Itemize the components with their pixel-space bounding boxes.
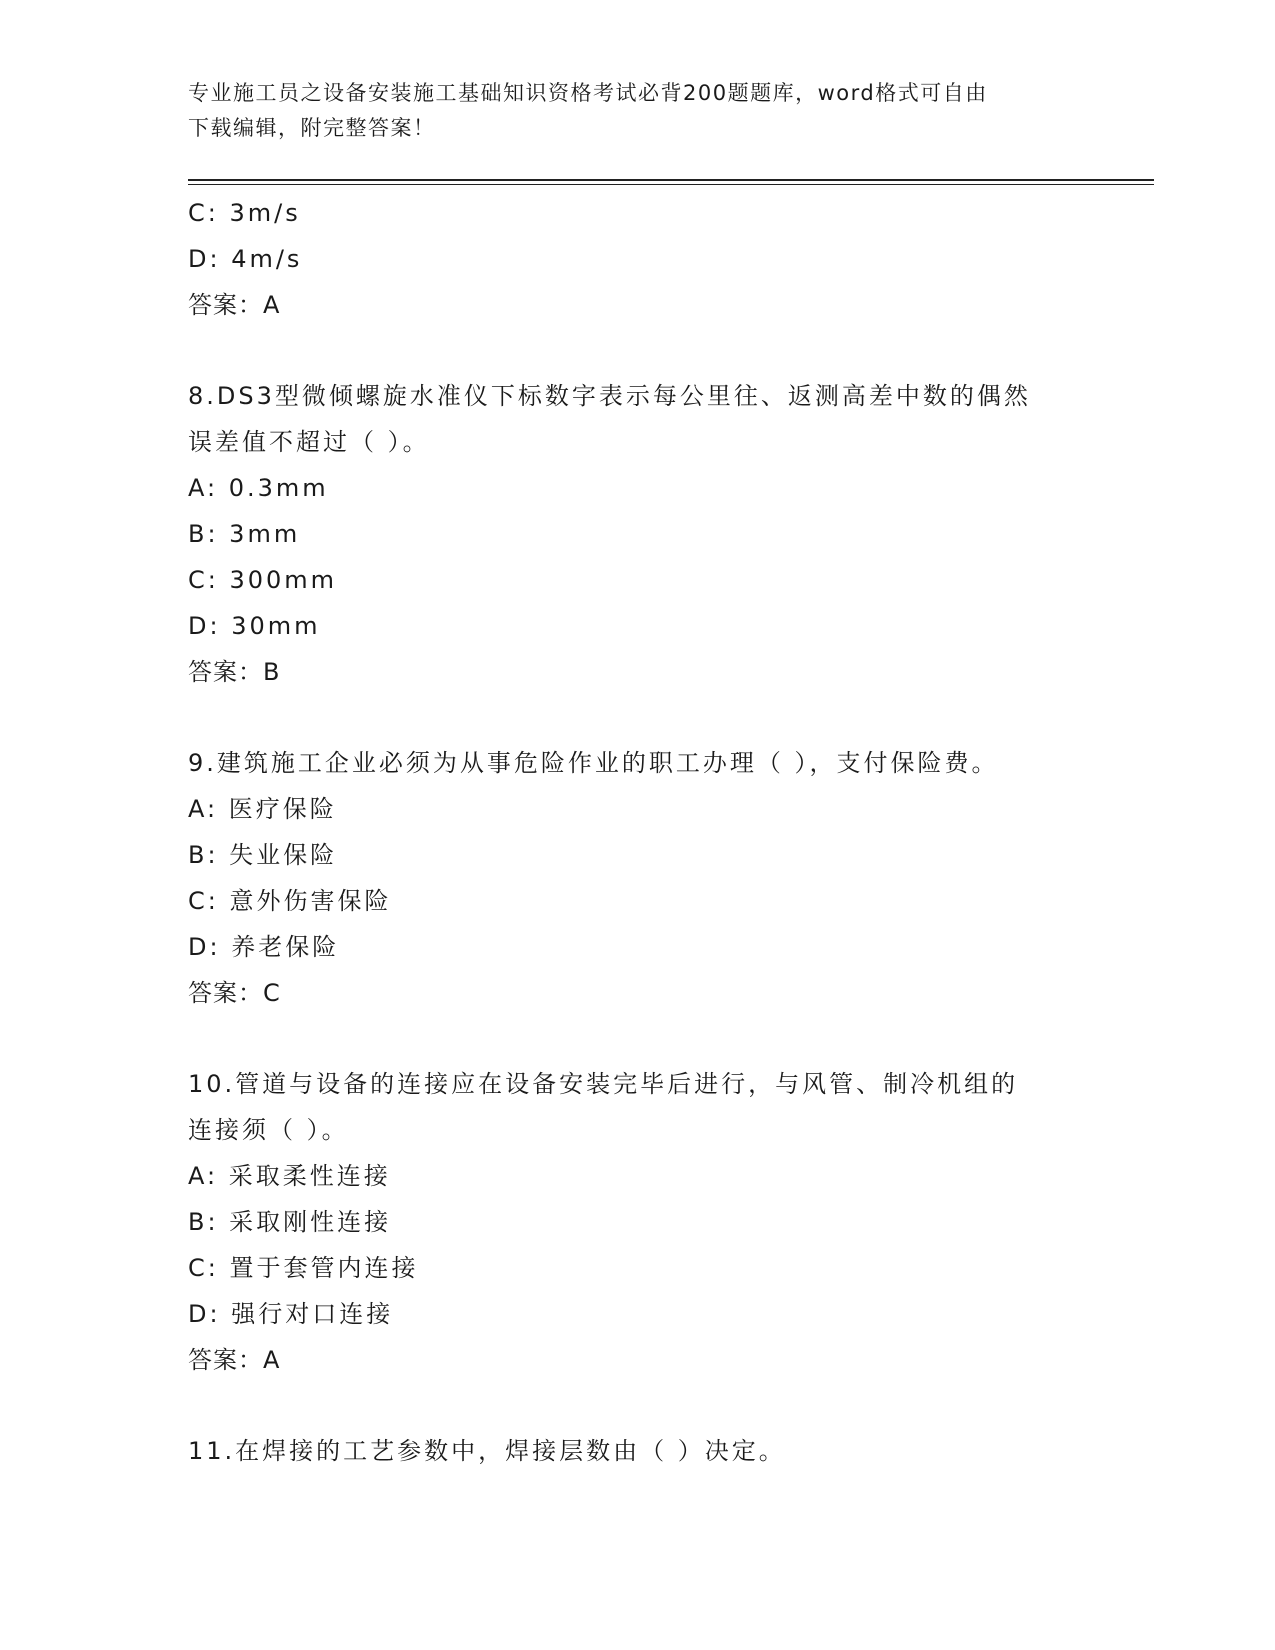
document-header (188, 76, 1088, 146)
answer-line: 答案：A (188, 1346, 281, 1374)
question-stem-line-1: 11.在焊接的工艺参数中，焊接层数由（ ）决定。 (188, 1437, 786, 1465)
question-spacer (188, 1383, 1088, 1428)
question-9 (188, 740, 1088, 1016)
header-divider-thick (188, 179, 1154, 181)
answer-line: 答案：C (188, 979, 281, 1007)
option-b: B: 采取刚性连接 (188, 1208, 392, 1236)
option-b: B: 3mm (188, 520, 301, 548)
header-title-line-2: 下载编辑，附完整答案！ (188, 116, 436, 140)
option-b: B: 失业保险 (188, 841, 338, 869)
option-d: D: 30mm (188, 612, 321, 640)
question-11 (188, 1428, 1088, 1474)
option-d: D: 强行对口连接 (188, 1300, 394, 1328)
answer-line: 答案：B (188, 658, 281, 686)
question-stem-line-1: 10.管道与设备的连接应在设备安装完毕后进行，与风管、制冷机组的 (188, 1070, 1019, 1098)
option-c: C: 意外伤害保险 (188, 887, 392, 915)
question-stem-line-2: 连接须（ ）。 (188, 1116, 349, 1144)
question-7-tail (188, 190, 1088, 328)
option-d: D: 4m/s (188, 245, 303, 273)
question-stem-line-1: 8.DS3型微倾螺旋水准仪下标数字表示每公里往、返测高差中数的偶然 (188, 382, 1031, 410)
option-c: C: 300mm (188, 566, 338, 594)
option-d: D: 养老保险 (188, 933, 340, 961)
answer-line: 答案：A (188, 291, 281, 319)
question-stem-line-1: 9.建筑施工企业必须为从事危险作业的职工办理（ ），支付保险费。 (188, 749, 999, 777)
option-a: A: 采取柔性连接 (188, 1162, 391, 1190)
option-a: A: 医疗保险 (188, 795, 337, 823)
question-spacer (188, 695, 1088, 740)
question-spacer (188, 1016, 1088, 1061)
header-title-line-1: 专业施工员之设备安装施工基础知识资格考试必背200题题库，word格式可自由 (188, 81, 988, 105)
option-a: A: 0.3mm (188, 474, 329, 502)
question-spacer (188, 328, 1088, 373)
question-stem-line-2: 误差值不超过（ ）。 (188, 428, 430, 456)
option-c: C: 置于套管内连接 (188, 1254, 419, 1282)
option-c: C: 3m/s (188, 199, 301, 227)
question-8 (188, 373, 1088, 695)
question-list (188, 190, 1088, 1474)
question-10 (188, 1061, 1088, 1383)
header-divider-thin (188, 184, 1154, 185)
